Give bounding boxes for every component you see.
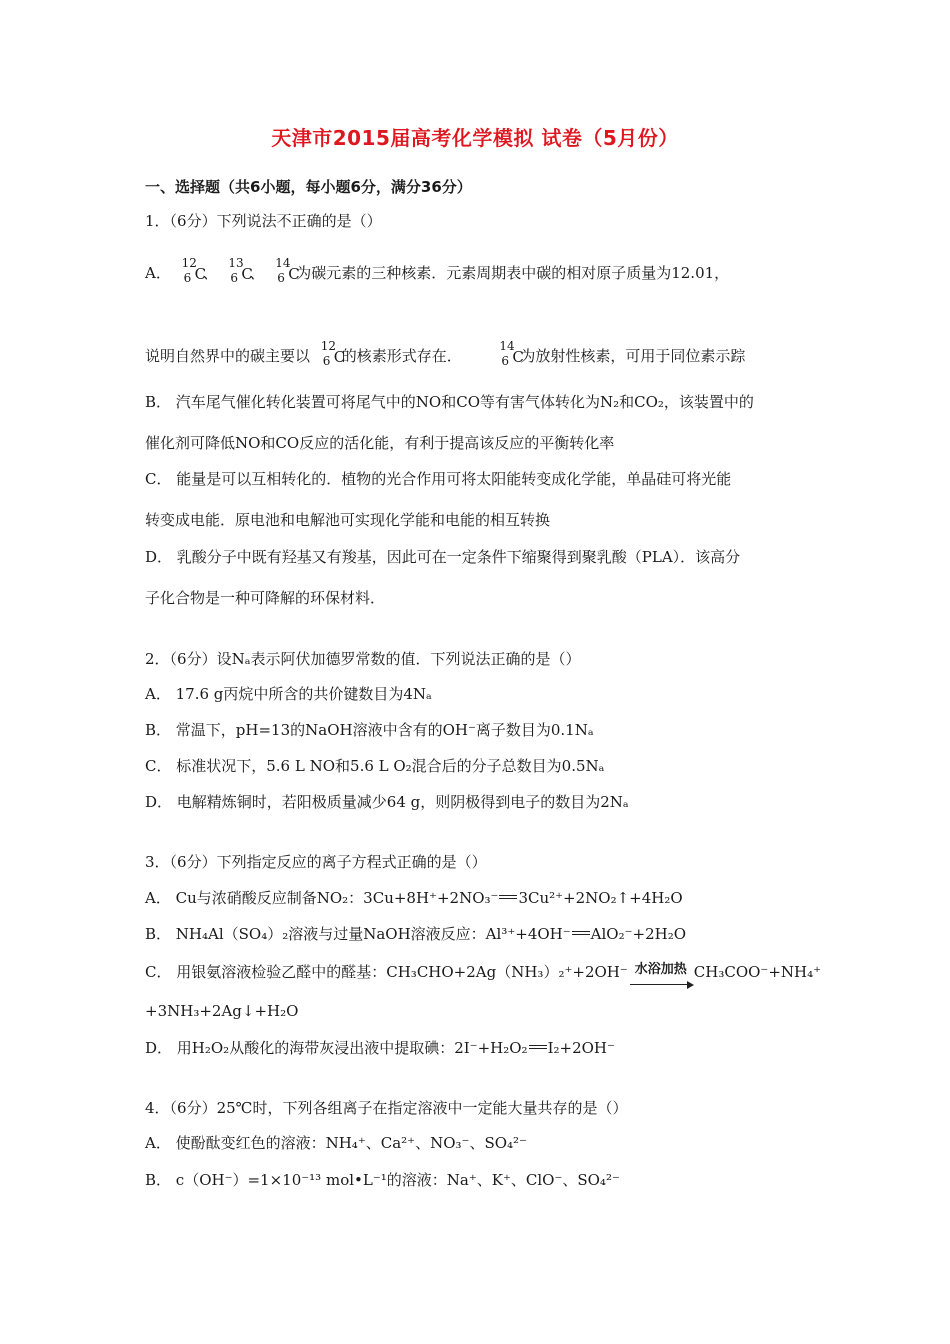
q1-option-d-line2: 子化合物是一种可降解的环保材料． <box>145 589 386 607</box>
q3-a-right: 3Cu²⁺+2NO₂↑+4H₂O <box>518 889 683 907</box>
nuclide-c12: 12 6 C <box>181 256 207 285</box>
q1-stem: 1．（6分）下列说法不正确的是（） <box>145 212 382 230</box>
q3-option-c-line2: +3NH₃+2Ag↓+H₂O <box>145 1002 299 1020</box>
q2-option-a: A． 17.6 g丙烷中所含的共价键数目为4Nₐ <box>145 685 432 703</box>
q3-option-c <box>145 958 821 984</box>
page-title: 天津市2015届高考化学模拟 试卷（5月份） <box>271 126 679 150</box>
q1-option-c-line1: C． 能量是可以互相转化的．植物的光合作用可将太阳能转变成化学能，单晶硅可将光能 <box>145 470 732 488</box>
q1-a-line1-text: 为碳元素的三种核素．元素周期表中碳的相对原子质量为12.01， <box>296 264 730 282</box>
option-label: A． <box>145 264 171 282</box>
q3-c-right: CH₃COO⁻+NH₄⁺ <box>693 963 822 981</box>
q3-option-b <box>145 922 686 946</box>
q1-a-line2-end: 为放射性核素，可用于同位素示踪 <box>520 347 746 365</box>
q1-option-a-line1 <box>145 258 729 290</box>
nuclide-c12: 12 6 C <box>320 339 346 368</box>
section-heading: 一、选择题（共6小题，每小题6分，满分36分） <box>145 178 472 196</box>
q3-a-left: A． Cu与浓硝酸反应制备NO₂：3Cu+8H⁺+2NO₃⁻ <box>145 889 499 907</box>
q4-option-a: A． 使酚酞变红色的溶液：NH₄⁺、Ca²⁺、NO₃⁻、SO₄²⁻ <box>145 1134 527 1152</box>
q2-option-b: B． 常温下，pH=13的NaOH溶液中含有的OH⁻离子数目为0.1Nₐ <box>145 721 594 739</box>
q3-option-a <box>145 886 683 910</box>
q2-stem: 2．（6分）设Nₐ表示阿伏加德罗常数的值．下列说法正确的是（） <box>145 650 581 668</box>
nuclide-c14: 14 6 C <box>275 256 300 285</box>
q3-d-right: I₂+2OH⁻ <box>547 1039 615 1057</box>
q4-stem: 4．（6分）25℃时，下列各组离子在指定溶液中一定能大量共存的是（） <box>145 1099 628 1117</box>
nuclide-c13: 13 6 C <box>228 256 253 285</box>
separator: 、 <box>249 264 265 282</box>
q3-d-left: D． 用H₂O₂从酸化的海带灰浸出液中提取碘：2I⁻+H₂O₂ <box>145 1039 528 1057</box>
q3-c-left: C． 用银氨溶液检验乙醛中的醛基：CH₃CHO+2Ag（NH₃）₂⁺+2OH⁻ <box>145 963 628 981</box>
q1-a-line2-start: 说明自然界中的碳主要以 <box>145 347 311 365</box>
q3-b-right: AlO₂⁻+2H₂O <box>590 925 687 943</box>
q1-a-line2-mid: 的核素形式存在． <box>341 347 462 365</box>
q4-option-b: B． c（OH⁻）=1×10⁻¹³ mol•L⁻¹的溶液：Na⁺、K⁺、ClO⁻、SO₄²⁻ <box>145 1171 620 1189</box>
q3-stem: 3．（6分）下列指定反应的离子方程式正确的是（） <box>145 853 487 871</box>
q3-b-left: B． NH₄Al（SO₄）₂溶液与过量NaOH溶液反应：Al³⁺+4OH⁻ <box>145 925 571 943</box>
reaction-arrow: 水浴加热 <box>628 958 694 982</box>
nuclide-c14: 14 6 C <box>499 339 524 368</box>
separator: 、 <box>202 264 218 282</box>
q3-option-d <box>145 1036 615 1060</box>
equals-sign <box>572 931 590 935</box>
q1-option-b-line2: 催化剂可降低NO和CO反应的活化能，有利于提高该反应的平衡转化率 <box>145 434 615 452</box>
q1-option-c-line2: 转变成电能．原电池和电解池可实现化学能和电能的相互转换 <box>145 511 551 529</box>
q2-option-d: D． 电解精炼铜时，若阳极质量减少64 g，则阴极得到电子的数目为2Nₐ <box>145 793 629 811</box>
q1-option-d-line1: D． 乳酸分子中既有羟基又有羧基，因此可在一定条件下缩聚得到聚乳酸（PLA）．该高分 <box>145 548 741 566</box>
q1-option-b-line1: B． 汽车尾气催化转化装置可将尾气中的NO和CO等有害气体转化为N₂和CO₂，该装置中的 <box>145 393 754 411</box>
q1-option-a-line2 <box>145 341 745 373</box>
equals-sign <box>529 1045 547 1049</box>
q2-option-c: C． 标准状况下，5.6 L NO和5.6 L O₂混合后的分子总数目为0.5Nₐ <box>145 757 605 775</box>
equals-sign <box>499 895 517 899</box>
